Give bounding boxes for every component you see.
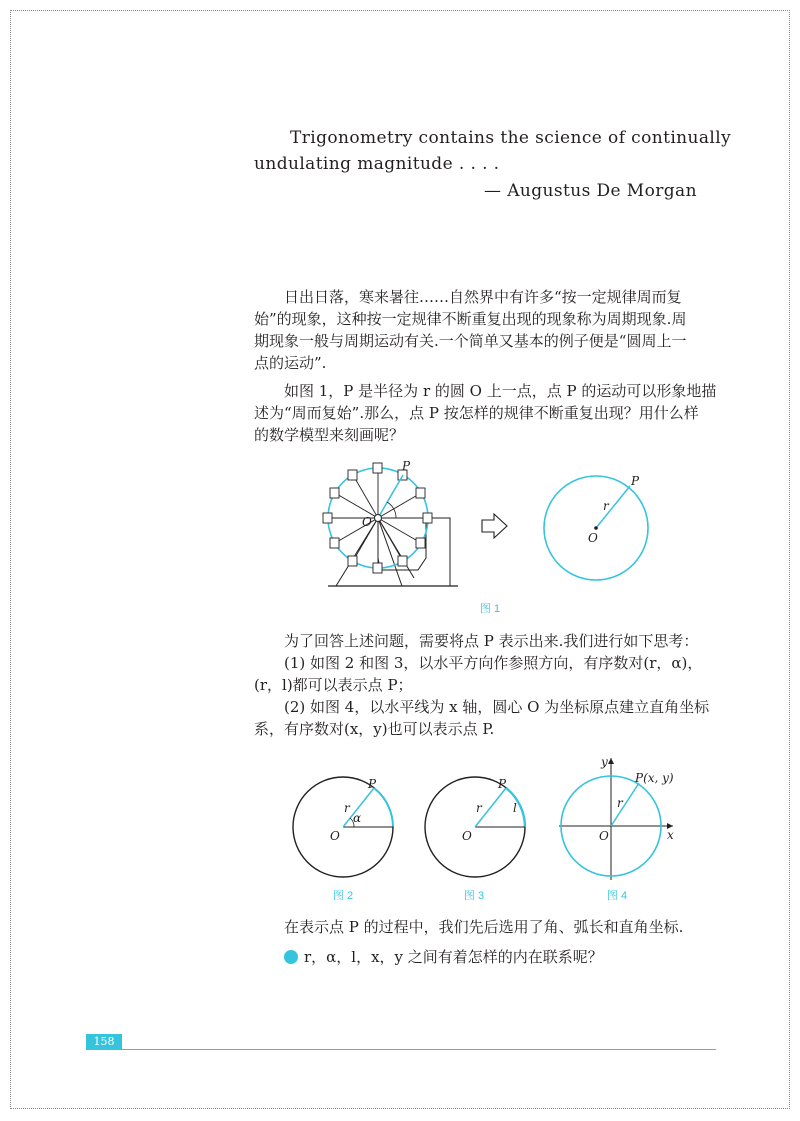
- question-line: r，α，l，x，y 之间有着怎样的内在联系呢？: [304, 948, 603, 966]
- figure1-circle: [538, 470, 658, 590]
- fig4-label-o: O: [599, 829, 609, 843]
- intro-line: 始”的现象，这种按一定规律不断重复出现的现象称为周期现象.周: [254, 310, 687, 328]
- question-bullet-icon: [284, 950, 298, 964]
- intro-line: 日出日落，寒来暑往……自然界中有许多“按一定规律周而复: [284, 288, 682, 306]
- figure1-paragraph: [254, 380, 720, 446]
- fig2-label-o: O: [330, 829, 340, 843]
- fig3-label-r: r: [476, 801, 482, 815]
- para3-line: (r，l)都可以表示点 P；: [254, 676, 413, 694]
- fig2-label-alpha: α: [353, 811, 362, 825]
- summary-paragraph: [254, 916, 720, 938]
- ferris-wheel-figure: [318, 458, 468, 598]
- fig3-label-l: l: [513, 801, 517, 815]
- fig1-circle-label-p: P: [631, 474, 640, 488]
- question-paragraph: [304, 946, 724, 968]
- fig4-label-x: x: [667, 828, 674, 842]
- intro-paragraph: [254, 286, 720, 374]
- para2-line: 如图 1，P 是半径为 r 的圆 O 上一点，点 P 的运动可以形象地描: [284, 382, 717, 400]
- arrow-icon: [480, 512, 510, 540]
- summary-line: 在表示点 P 的过程中，我们先后选用了角、弧长和直角坐标.: [284, 918, 684, 936]
- quote-author: — Augustus De Morgan: [484, 181, 697, 201]
- intro-line: 期现象一般与周期运动有关.一个简单又基本的例子便是“圆周上一: [254, 332, 687, 350]
- figure4-coordinates: [555, 752, 685, 882]
- fig2-label-r: r: [344, 801, 350, 815]
- para2-line: 述为“周而复始”.那么，点 P 按怎样的规律不断重复出现？用什么样: [254, 404, 699, 422]
- fig1-label-p: P: [402, 459, 411, 473]
- fig4-label-p: P(x, y): [635, 771, 674, 785]
- fig1-circle-label-o: O: [588, 531, 598, 545]
- para2-line: 的数学模型来刻画呢？: [254, 426, 405, 444]
- figure3-arc: [420, 772, 530, 882]
- para3-line: 系，有序数对(x，y)也可以表示点 P.: [254, 720, 495, 738]
- figure3-caption: 图 3: [463, 890, 485, 902]
- fig2-label-p: P: [368, 777, 377, 791]
- fig3-label-p: P: [498, 777, 507, 791]
- fig3-label-o: O: [462, 829, 472, 843]
- quote-line-1: Trigonometry contains the science of continually: [290, 128, 732, 148]
- page-number: 158: [86, 1034, 122, 1050]
- para3-line: (1) 如图 2 和图 3，以水平方向作参照方向，有序数对(r，α)，: [284, 654, 703, 672]
- fig4-label-r: r: [617, 796, 623, 810]
- figure2-caption: 图 2: [332, 890, 354, 902]
- fig1-label-o: O: [362, 515, 372, 529]
- figure1-caption: 图 1: [479, 603, 501, 615]
- figure2-angle: [288, 772, 398, 882]
- reasoning-paragraph: [254, 630, 720, 740]
- fig1-circle-label-r: r: [603, 499, 609, 513]
- figure4-caption: 图 4: [606, 890, 628, 902]
- footer-rule: [122, 1049, 716, 1050]
- para3-line: (2) 如图 4，以水平线为 x 轴，圆心 O 为坐标原点建立直角坐标: [284, 698, 710, 716]
- quote-line-2: undulating magnitude . . . .: [254, 154, 500, 174]
- intro-line: 点的运动”.: [254, 354, 327, 372]
- fig4-label-y: y: [601, 755, 608, 769]
- para3-line: 为了回答上述问题，需要将点 P 表示出来.我们进行如下思考：: [284, 632, 699, 650]
